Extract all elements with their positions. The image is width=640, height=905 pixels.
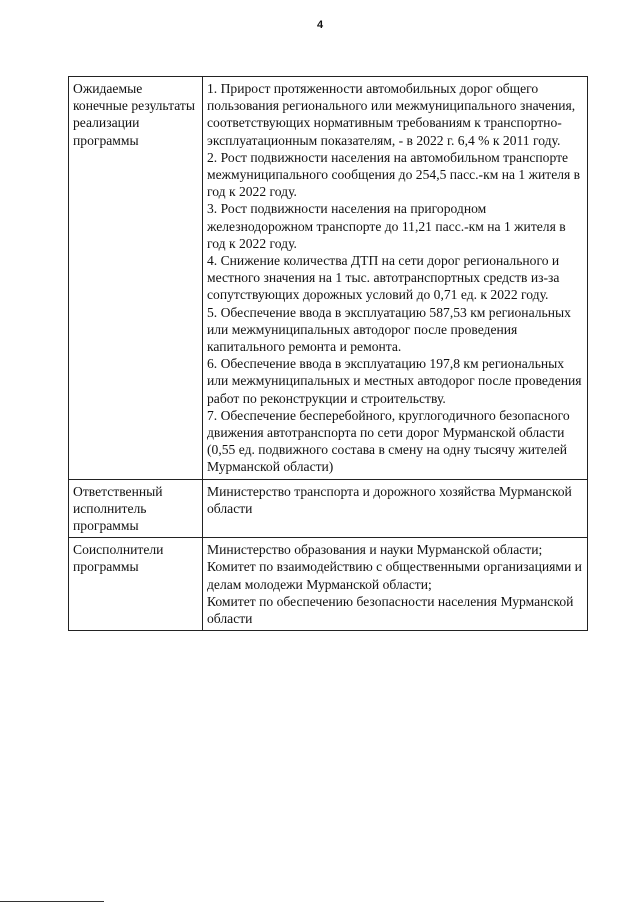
co-executor-1: Министерство образования и науки Мурманской области; [207,542,543,558]
row-value-expected-results [203,77,588,480]
result-item-3: 3. Рост подвижности населения на пригородном железнодорожном транспорте до 11,21 пасс.-км на 1 жителя в год к 2022 году. [207,201,566,251]
footnote-separator-line [0,901,104,902]
row-label-responsible-executor: Ответственный исполнитель программы [69,479,203,538]
row-value-responsible-executor [203,479,588,538]
result-item-6: 6. Обеспечение ввода в эксплуатацию 197,8 км региональных или межмуниципальных и местных автодорог после проведения работ по реконструкции и строительству. [207,356,582,406]
result-item-7: 7. Обеспечение бесперебойного, круглогодичного безопасного движения автотранспорта по сети дорог Мурманской области (0,55 ед. подвижного состава в смену на одну тысячу жителей Мурманской области) [207,407,570,475]
responsible-executor-text: Министерство транспорта и дорожного хозяйства Мурманской области [207,483,572,516]
row-label-co-executors: Соисполнители программы [69,538,203,631]
table-row-responsible-executor [69,479,588,538]
row-label-expected-results: Ожидаемые конечные результаты реализации программы [69,77,203,480]
table-row-co-executors [69,538,588,631]
row-value-co-executors [203,538,588,631]
program-passport-table [68,76,588,631]
result-item-4: 4. Снижение количества ДТП на сети дорог регионального и местного значения на 1 тыс. автотранспортных средств из-за сопутствующих дорожных условий до 0,71 ед. к 2022 году. [207,253,560,303]
co-executor-2: Комитет по взаимодействию с общественными организациями и делам молодежи Мурманской области; [207,559,582,592]
co-executor-3: Комитет по обеспечению безопасности населения Мурманской области [207,593,574,627]
result-item-1: 1. Прирост протяженности автомобильных дорог общего пользования регионального или межмуниципального значения, соответствующих нормативным требованиям к транспортно-эксплуатационным показателям, - в 2022 г. 6,4 % к 2011 году. [207,81,576,148]
result-item-2: 2. Рост подвижности населения на автомобильном транспорте межмуниципального сообщения до 254,5 пасс.-км на 1 жителя в год к 2022 году. [207,149,581,200]
page-number: 4 [316,19,324,31]
table-row-expected-results [69,77,588,480]
result-item-5: 5. Обеспечение ввода в эксплуатацию 587,53 км региональных или межмуниципальных автодорог после проведения капитального ремонта и ремонта. [207,304,571,355]
